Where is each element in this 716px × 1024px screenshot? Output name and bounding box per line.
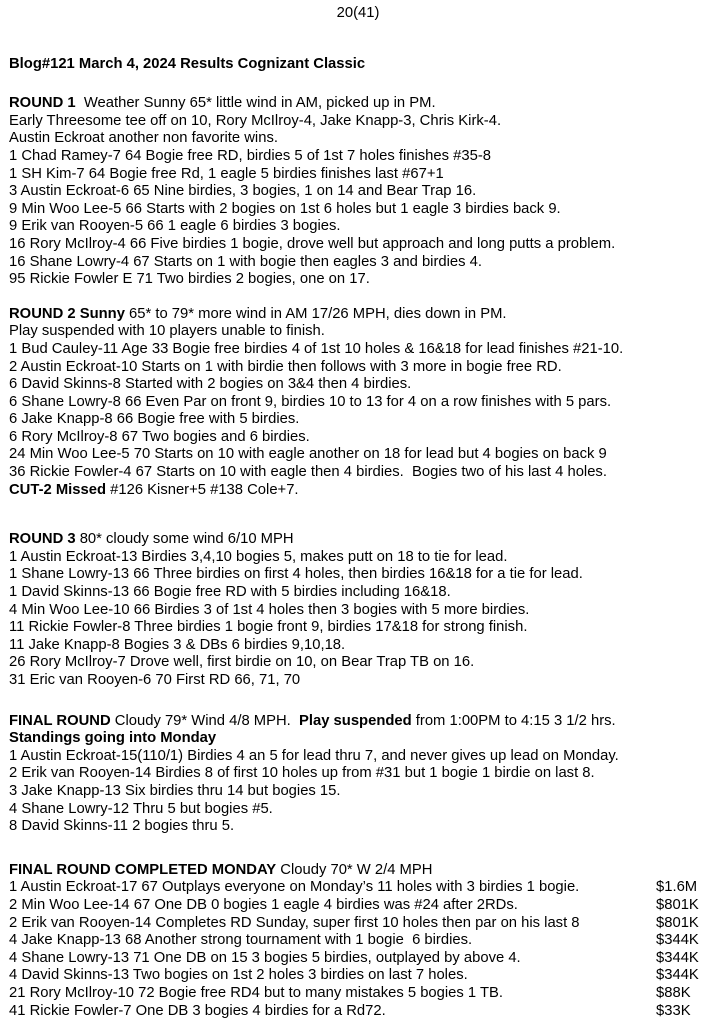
- document-line: [9, 932, 716, 950]
- text-segment: 36 Rickie Fowler-4 67 Starts on 10 with eagle then 4 birdies. Bogies two of his last 4 holes.: [9, 464, 607, 481]
- text-segment: 3 Jake Knapp-13 Six birdies thru 14 but bogies 15.: [9, 782, 341, 799]
- document-line: [9, 748, 716, 766]
- text-segment: 8 David Skinns-11 2 bogies thru 5.: [9, 818, 235, 835]
- text-segment: 16 Rory McIlroy-4 66 Five birdies 1 bogie, drove well but approach and long putts a problem.: [9, 235, 616, 252]
- text-segment: 1 Austin Eckroat-15(110/1) Birdies 4 an 5 for lead thru 7, and never gives up lead on Monday.: [9, 747, 619, 764]
- prize-amount: $344K: [656, 949, 699, 966]
- bold-text-segment: ROUND 2 Sunny: [9, 305, 125, 322]
- document-line: [9, 602, 716, 620]
- document-line: [9, 95, 716, 113]
- bold-text-segment: FINAL ROUND COMPLETED MONDAY: [9, 861, 277, 878]
- document-line: [9, 818, 716, 836]
- document-line: [9, 765, 716, 783]
- document-line: [9, 897, 716, 915]
- document-line: [9, 376, 716, 394]
- prize-amount: $88K: [656, 984, 691, 1001]
- text-segment: 4 Jake Knapp-13 68 Another strong tournament with 1 bogie 6 birdies.: [9, 932, 473, 949]
- document-line: [9, 654, 716, 672]
- section-round-1: [9, 95, 716, 289]
- document-line: [9, 359, 716, 377]
- document-line: [9, 862, 716, 880]
- document-line: [9, 218, 716, 236]
- document-line: [9, 148, 716, 166]
- text-segment: 1 Chad Ramey-7 64 Bogie free RD, birdies 5 of 1st 7 holes finishes #35-8: [9, 147, 491, 164]
- document-line: [9, 783, 716, 801]
- bold-text-segment: CUT-2 Missed: [9, 481, 107, 498]
- text-segment: 31 Eric van Rooyen-6 70 First RD 66, 71, 70: [9, 672, 301, 688]
- document-line: [9, 531, 716, 549]
- text-segment: Cloudy 70* W 2/4 MPH: [276, 861, 433, 878]
- text-segment: 11 Rickie Fowler-8 Three birdies 1 bogie front 9, birdies 17&18 for strong finish.: [9, 619, 528, 636]
- text-segment: 4 Shane Lowry-13 71 One DB on 15 3 bogies 5 birdies, outplayed by above 4.: [9, 949, 521, 966]
- text-segment: 11 Jake Knapp-8 Bogies 3 & DBs 6 birdies 9,10,18.: [9, 636, 346, 653]
- document-line: [9, 1003, 716, 1021]
- text-segment: 6 Shane Lowry-8 66 Even Par on front 9, birdies 10 to 13 for 4 on a row finishes with 5 pars.: [9, 393, 612, 410]
- bold-text-segment: Play suspended: [299, 712, 412, 729]
- document-line: [9, 271, 716, 289]
- text-segment: 1 SH Kim-7 64 Bogie free Rd, 1 eagle 5 birdies finishes last #67+1: [9, 165, 444, 182]
- page-number: 20(41): [336, 5, 380, 21]
- document-line: [9, 985, 716, 1003]
- bold-text-segment: ROUND 1: [9, 95, 76, 112]
- text-segment: 4 Shane Lowry-12 Thru 5 but bogies #5.: [9, 800, 273, 817]
- document-line: [9, 549, 716, 567]
- text-segment: 1 Bud Cauley-11 Age 33 Bogie free birdies 4 of 1st 10 holes & 16&18 for lead finishes #21-10.: [9, 340, 624, 357]
- text-segment: 95 Rickie Fowler E 71 Two birdies 2 bogies, one on 17.: [9, 271, 370, 288]
- document-line: [9, 394, 716, 412]
- text-segment: Early Threesome tee off on 10, Rory McIlroy-4, Jake Knapp-3, Chris Kirk-4.: [9, 112, 502, 129]
- prize-amount: $344K: [656, 932, 699, 949]
- bold-text-segment: FINAL ROUND: [9, 712, 111, 729]
- document-line: [9, 566, 716, 584]
- section-round-3: [9, 531, 716, 689]
- text-segment: 41 Rickie Fowler-7 One DB 3 bogies 4 birdies for a Rd72.: [9, 1002, 386, 1019]
- document-line: [9, 323, 716, 341]
- section-final-round-completed-monday: [9, 862, 716, 1020]
- document-line: [9, 879, 716, 897]
- prize-amount: $33K: [656, 1002, 691, 1019]
- prize-amount: $344K: [656, 967, 699, 984]
- text-segment: 2 Erik van Rooyen-14 Completes RD Sunday, super first 10 holes then par on his last 8: [9, 914, 580, 931]
- document-body: [9, 95, 716, 1020]
- text-segment: from 1:00PM to 4:15 3 1/2 hrs.: [411, 712, 616, 729]
- document-line: [9, 730, 716, 748]
- document-line: [9, 113, 716, 131]
- document-line: [9, 341, 716, 359]
- document-line: [9, 183, 716, 201]
- document-line: [9, 429, 716, 447]
- section-final-round: [9, 713, 716, 836]
- document-line: [9, 306, 716, 324]
- prize-amount: $801K: [656, 896, 699, 913]
- document-line: [9, 967, 716, 985]
- text-segment: 26 Rory McIlroy-7 Drove well, first birdie on 10, on Bear Trap TB on 16.: [9, 654, 475, 671]
- bold-text-segment: Standings going into Monday: [9, 730, 217, 747]
- text-segment: 9 Min Woo Lee-5 66 Starts with 2 bogies on 1st 6 holes but 1 eagle 3 birdies back 9.: [9, 200, 561, 217]
- document-line: [9, 672, 716, 690]
- text-segment: 6 David Skinns-8 Started with 2 bogies on 3&4 then 4 birdies.: [9, 376, 412, 393]
- text-segment: 2 Min Woo Lee-14 67 One DB 0 bogies 1 eagle 4 birdies was #24 after 2RDs.: [9, 896, 518, 913]
- document-line: [9, 482, 716, 500]
- document-line: [9, 201, 716, 219]
- text-segment: Austin Eckroat another non favorite wins.: [9, 130, 278, 147]
- prize-amount: $801K: [656, 914, 699, 931]
- text-segment: 65* to 79* more wind in AM 17/26 MPH, dies down in PM.: [124, 305, 507, 322]
- text-segment: 6 Rory McIlroy-8 67 Two bogies and 6 birdies.: [9, 428, 310, 445]
- document-line: [9, 446, 716, 464]
- document-line: [9, 801, 716, 819]
- document-line: [9, 464, 716, 482]
- text-segment: 2 Erik van Rooyen-14 Birdies 8 of first 10 holes up from #31 but 1 bogie 1 birdie on last 8.: [9, 765, 595, 782]
- text-segment: 9 Erik van Rooyen-5 66 1 eagle 6 birdies 3 bogies.: [9, 218, 341, 235]
- section-round-2: [9, 306, 716, 500]
- text-segment: 4 David Skinns-13 Two bogies on 1st 2 holes 3 birdies on last 7 holes.: [9, 967, 468, 984]
- document-line: [9, 950, 716, 968]
- text-segment: Weather Sunny 65* little wind in AM, picked up in PM.: [75, 95, 436, 112]
- text-segment: 16 Shane Lowry-4 67 Starts on 1 with bogie then eagles 3 and birdies 4.: [9, 253, 482, 270]
- text-segment: Cloudy 79* Wind 4/8 MPH.: [110, 712, 299, 729]
- text-segment: 1 Shane Lowry-13 66 Three birdies on first 4 holes, then birdies 16&18 for a tie for lead.: [9, 566, 583, 583]
- bold-text-segment: ROUND 3: [9, 531, 76, 548]
- text-segment: #126 Kisner+5 #138 Cole+7.: [106, 481, 299, 498]
- text-segment: 2 Austin Eckroat-10 Starts on 1 with birdie then follows with 3 more in bogie free RD.: [9, 358, 562, 375]
- text-segment: 6 Jake Knapp-8 66 Bogie free with 5 birdies.: [9, 411, 300, 428]
- prize-amount: $1.6M: [656, 879, 698, 896]
- document-line: [9, 915, 716, 933]
- text-segment: Play suspended with 10 players unable to finish.: [9, 323, 325, 340]
- text-segment: 4 Min Woo Lee-10 66 Birdies 3 of 1st 4 holes then 3 bogies with 5 more birdies.: [9, 601, 530, 618]
- document-line: [9, 130, 716, 148]
- text-segment: 80* cloudy some wind 6/10 MPH: [75, 531, 294, 548]
- text-segment: 3 Austin Eckroat-6 65 Nine birdies, 3 bogies, 1 on 14 and Bear Trap 16.: [9, 183, 477, 200]
- document-line: [9, 236, 716, 254]
- text-segment: 24 Min Woo Lee-5 70 Starts on 10 with eagle another on 18 for lead but 4 bogies on back 9: [9, 446, 607, 463]
- document-line: [9, 411, 716, 429]
- text-segment: 1 David Skinns-13 66 Bogie free RD with 5 birdies including 16&18.: [9, 584, 451, 601]
- document-line: [9, 584, 716, 602]
- document-line: [9, 254, 716, 272]
- document-line: [9, 713, 716, 731]
- document-line: [9, 619, 716, 637]
- text-segment: 1 Austin Eckroat-17 67 Outplays everyone on Monday’s 11 holes with 3 birdies 1 bogie.: [9, 879, 580, 896]
- text-segment: 1 Austin Eckroat-13 Birdies 3,4,10 bogies 5, makes putt on 18 to tie for lead.: [9, 548, 508, 565]
- document-line: [9, 637, 716, 655]
- text-segment: 21 Rory McIlroy-10 72 Bogie free RD4 but to many mistakes 5 bogies 1 TB.: [9, 984, 504, 1001]
- document-line: [9, 166, 716, 184]
- document-title: Blog#121 March 4, 2024 Results Cognizant Classic: [9, 55, 366, 72]
